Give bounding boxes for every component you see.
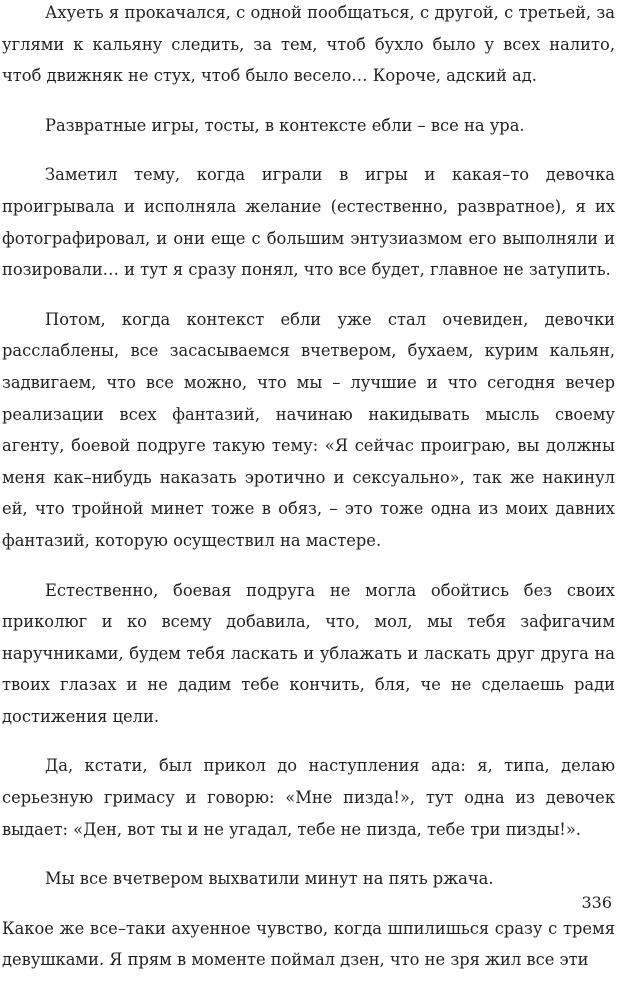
body-text: [2, 0, 615, 994]
paragraph: Потом, когда контекст ебли уже стал очевиден, девочки расслаблены, все засасываемся вчетвером, бухаем, курим кальян, задвигаем, что все можно, что мы – лучшие и что сегодня вечер реализации всех фантазий, начинаю накидывать мысль своему агенту, боевой подруге такую тему: «Я сейчас проиграю, вы должны меня как–нибудь наказать эротично и сексуально», так же накинул ей, что тройной минет тоже в обяз, – это тоже одна из моих давних фантазий, которую осуществил на мастере.: [2, 309, 615, 550]
paragraph: Мы все вчетвером выхватили минут на пять ржача.: [45, 869, 494, 889]
paragraph: Развратные игры, тосты, в контексте ебли – все на ура.: [45, 115, 525, 135]
paragraph: Заметил тему, когда играли в игры и какая–то девочка проигрывала и исполняла желание (естественно, развратное), я их фотографировал, и они еще с большим энтузиазмом его выполняли и позировали… и тут я сразу понял, что все будет, главное не затупить.: [2, 165, 615, 280]
paragraph: Ахуеть я прокачался, с одной пообщаться, с другой, с третьей, за углями к кальяну следить, за тем, чтоб бухло было у всех налито, чтоб движняк не стух, чтоб было весело… Короче, адский ад.: [2, 3, 615, 86]
paragraph: Естественно, боевая подруга не могла обойтись без своих приколюг и ко всему добавила, что, мол, мы тебя зафигачим наручниками, будем тебя ласкать и ублажать и ласкать друг друга на твоих глазах и не дадим тебе кончить, бля, че не сделаешь ради достижения цели.: [2, 580, 615, 726]
paragraph: Какое же все–таки ахуенное чувство, когда шпилишься сразу с тремя девушками. Я прям в моменте поймал дзен, что не зря жил все эти: [2, 918, 615, 970]
paragraph: Да, кстати, был прикол до наступления ада: я, типа, делаю серьезную гримасу и говорю: «Мне пизда!», тут одна из девочек выдает: «Ден, вот ты и не угадал, тебе не пизда, тебе три пизды!».: [2, 756, 615, 839]
page-number: 336: [581, 893, 612, 912]
